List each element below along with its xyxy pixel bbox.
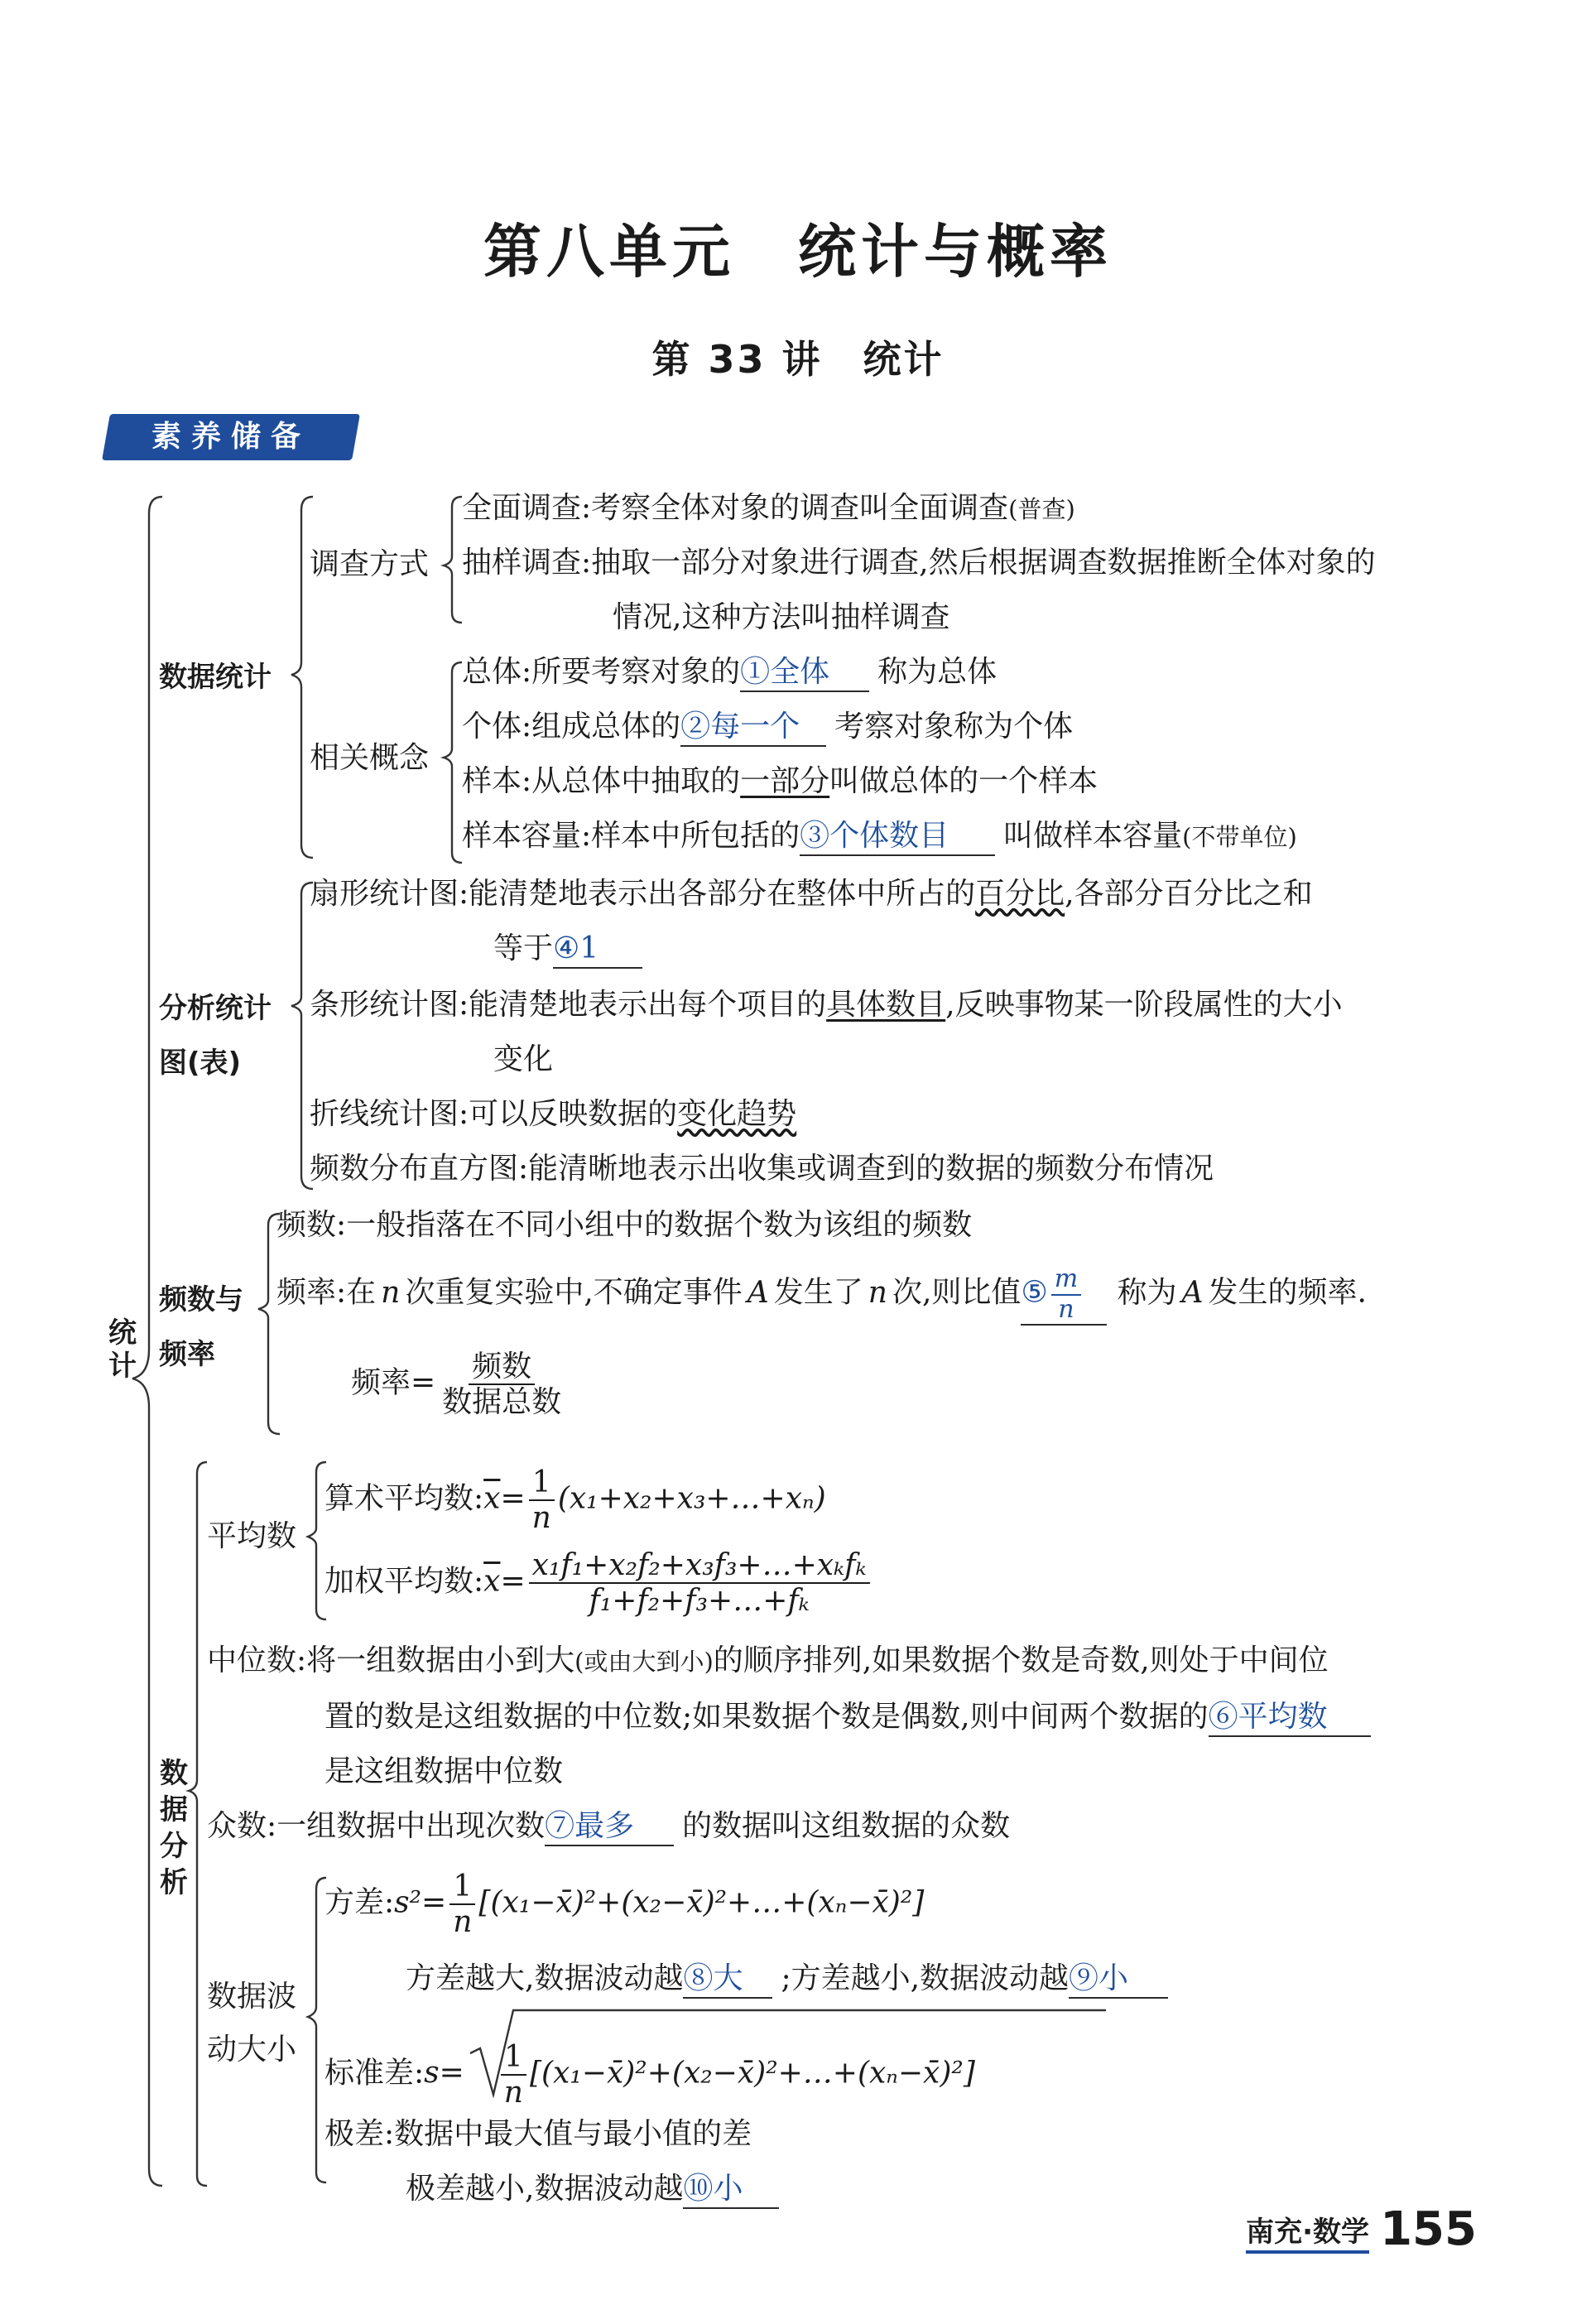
variance-num: 1 bbox=[449, 1870, 475, 1905]
arith-mean-label: 算术平均数: bbox=[324, 1481, 484, 1516]
pie-chart-text: 扇形统计图:能清楚地表示出各部分在整体中所占的 bbox=[310, 877, 976, 911]
answer-9: ⑨小 bbox=[1069, 1961, 1168, 1999]
population-line bbox=[462, 654, 997, 692]
frequency-rate-text-5: 称为 bbox=[1117, 1275, 1177, 1310]
answer-7: ⑦最多 bbox=[545, 1808, 674, 1846]
lecture-title: 第 33 讲 统计 bbox=[651, 337, 945, 382]
var-a-2: A bbox=[1181, 1275, 1204, 1310]
frequency-rate-line bbox=[276, 1265, 1367, 1326]
frequency-formula bbox=[351, 1350, 568, 1420]
histogram-line: 频数分布直方图:能清晰地表示出收集或调查到的数据的频数分布情况 bbox=[310, 1152, 1214, 1186]
sample-line bbox=[462, 763, 1098, 800]
mode-tail: 的数据叫这组数据的众数 bbox=[682, 1809, 1011, 1843]
sec3-label-2: 频率 bbox=[159, 1338, 215, 1371]
pie-chart-line bbox=[310, 876, 1313, 912]
frequency-rate-text-3: 发生了 bbox=[773, 1275, 863, 1310]
variance-den: n bbox=[453, 1905, 473, 1940]
g2-label: 相关概念 bbox=[310, 741, 430, 775]
bar-chart-underlined: 具体数目 bbox=[826, 988, 946, 1022]
answer-5-fraction bbox=[1051, 1265, 1081, 1324]
frequency-rate-tail: 发生的频率. bbox=[1208, 1275, 1367, 1310]
median-line-2 bbox=[324, 1699, 1371, 1737]
arith-mean-line bbox=[324, 1465, 826, 1536]
disp-label-2: 动大小 bbox=[207, 2033, 297, 2067]
weighted-mean-den: f₁+f₂+f₃+…+fₖ bbox=[589, 1584, 810, 1619]
mode-line bbox=[207, 1808, 1010, 1846]
median-text-1b: 的顺序排列,如果数据个数是奇数,则处于中间位 bbox=[713, 1643, 1329, 1677]
range-desc-text: 极差越小,数据波动越 bbox=[406, 2172, 684, 2206]
sec2-label-2: 图(表) bbox=[159, 1047, 242, 1080]
weighted-mean-xbar: $\overline{x}$ bbox=[483, 1564, 501, 1599]
median-line-3: 是这组数据中位数 bbox=[324, 1754, 564, 1788]
frequency-count-line: 频数:一般指落在不同小组中的数据个数为该组的频数 bbox=[276, 1208, 973, 1242]
answer-4: ④1 bbox=[553, 931, 642, 969]
variance-desc-text-2: ;方差越小,数据波动越 bbox=[781, 1961, 1070, 1995]
answer-2: ②每一个 bbox=[680, 709, 826, 747]
answer-5 bbox=[1021, 1265, 1107, 1326]
variance-fraction bbox=[449, 1870, 475, 1940]
arith-mean-num: 1 bbox=[529, 1465, 555, 1501]
survey-sample-line: 抽样调查:抽取一部分对象进行调查,然后根据调查数据推断全体对象的 bbox=[462, 546, 1376, 580]
bar-chart-line-2: 变化 bbox=[493, 1042, 554, 1076]
answer-1: ①全体 bbox=[740, 654, 869, 692]
variance-desc-text: 方差越大,数据波动越 bbox=[406, 1961, 684, 1995]
pie-chart-line-2 bbox=[493, 931, 642, 969]
median-note: (或由大到小) bbox=[574, 1648, 714, 1676]
std-lhs: s= bbox=[424, 2056, 464, 2091]
std-line bbox=[324, 2040, 975, 2110]
weighted-mean-fraction bbox=[529, 1548, 870, 1619]
sec2-brace bbox=[291, 883, 313, 1189]
sample-text: 样本:从总体中抽取的 bbox=[462, 764, 741, 798]
answer-5-den: n bbox=[1058, 1294, 1074, 1324]
weighted-mean-line bbox=[324, 1548, 873, 1619]
frequency-rate-text: 频率:在 bbox=[276, 1275, 377, 1310]
mean-brace bbox=[308, 1462, 326, 1619]
weighted-mean-num: x₁f₁+x₂f₂+x₃f₃+…+xₖfₖ bbox=[529, 1548, 870, 1584]
individual-line bbox=[462, 709, 1073, 747]
sec3-label-1: 频数与 bbox=[159, 1283, 243, 1316]
survey-full-text: 全面调查:考察全体对象的调查叫全面调查 bbox=[462, 491, 1009, 525]
pie-chart-text-2: 等于 bbox=[493, 931, 554, 965]
line-chart-line bbox=[310, 1096, 796, 1133]
weighted-mean-label: 加权平均数: bbox=[324, 1564, 484, 1599]
pie-chart-tail: ,各部分百分比之和 bbox=[1065, 877, 1313, 911]
var-a: A bbox=[747, 1275, 769, 1310]
arith-mean-eq: = bbox=[500, 1481, 526, 1516]
sample-size-line bbox=[462, 818, 1297, 856]
std-fraction bbox=[501, 2040, 526, 2110]
unit-title: 第八单元 统计与概率 bbox=[483, 218, 1113, 286]
disp-label-1: 数据波 bbox=[207, 1980, 297, 2014]
individual-tail: 考察对象称为个体 bbox=[834, 710, 1074, 743]
arith-mean-den: n bbox=[531, 1501, 551, 1536]
sec2-label-1: 分析统计 bbox=[159, 992, 272, 1025]
var-n: n bbox=[381, 1275, 401, 1310]
line-chart-underlined: 变化趋势 bbox=[677, 1097, 797, 1131]
disp-brace bbox=[308, 1878, 326, 2182]
bar-chart-line bbox=[310, 987, 1343, 1023]
answer-5-num: m bbox=[1051, 1265, 1081, 1296]
bar-chart-text: 条形统计图:能清楚地表示出每个项目的 bbox=[310, 988, 827, 1022]
g1-brace bbox=[444, 497, 462, 623]
arith-mean-body: (x₁+x₂+x₃+…+xₙ) bbox=[557, 1481, 826, 1516]
g2-brace bbox=[444, 662, 462, 863]
std-label: 标准差: bbox=[324, 2056, 425, 2091]
sample-underlined: 一部分 bbox=[740, 764, 830, 798]
sec4-label bbox=[156, 1755, 192, 1901]
survey-full-note: (普查) bbox=[1008, 495, 1075, 523]
median-line-1 bbox=[207, 1643, 1329, 1680]
answer-8: ⑧大 bbox=[683, 1961, 772, 1999]
answer-6: ⑥平均数 bbox=[1209, 1699, 1371, 1737]
variance-body: [(x₁−x̄)²+(x₂−x̄)²+…+(xₙ−x̄)²] bbox=[478, 1885, 925, 1920]
footer-label: 南充·数学 bbox=[1246, 2216, 1369, 2254]
sec4-label-char-3: 分 bbox=[160, 1830, 188, 1863]
weighted-mean-eq: = bbox=[500, 1564, 526, 1599]
answer-3: ③个体数目 bbox=[800, 818, 995, 856]
answer-10: ⑩小 bbox=[683, 2171, 779, 2209]
sample-size-text: 样本容量:样本中所包括的 bbox=[462, 819, 800, 853]
bar-chart-tail: ,反映事物某一阶段属性的大小 bbox=[945, 988, 1343, 1022]
g1-label: 调查方式 bbox=[310, 547, 430, 581]
individual-text: 个体:组成总体的 bbox=[462, 710, 681, 743]
page-footer bbox=[1246, 2202, 1477, 2256]
range-desc-line bbox=[406, 2171, 779, 2209]
pie-chart-underlined: 百分比 bbox=[975, 877, 1065, 911]
mean-label: 平均数 bbox=[207, 1519, 297, 1553]
sample-size-tail: 叫做样本容量 bbox=[1003, 819, 1183, 853]
survey-sample-line-2: 情况,这种方法叫抽样调查 bbox=[613, 600, 950, 634]
sample-tail: 叫做总体的一个样本 bbox=[829, 764, 1098, 798]
section-banner-label: 素养储备 bbox=[151, 420, 310, 454]
population-tail: 称为总体 bbox=[877, 655, 997, 689]
sample-size-note: (不带单位) bbox=[1182, 823, 1297, 851]
frequency-formula-lhs: 频率= bbox=[351, 1365, 436, 1400]
median-text-1: 中位数:将一组数据由小到大 bbox=[207, 1643, 575, 1677]
median-text-2: 置的数是这组数据的中位数;如果数据个数是偶数,则中间两个数据的 bbox=[324, 1700, 1209, 1734]
sec4-label-char-1: 数 bbox=[160, 1757, 188, 1790]
frequency-formula-fraction bbox=[439, 1350, 565, 1420]
sec4-label-char-4: 析 bbox=[160, 1866, 188, 1899]
survey-full-line bbox=[462, 490, 1075, 527]
page-number: 155 bbox=[1380, 2202, 1477, 2256]
frequency-rate-text-4: 次,则比值 bbox=[892, 1275, 1022, 1310]
frequency-formula-num: 频数 bbox=[469, 1350, 535, 1385]
line-chart-text: 折线统计图:可以反映数据的 bbox=[310, 1097, 678, 1131]
sec4-label-char-2: 据 bbox=[160, 1793, 188, 1826]
std-body: [(x₁−x̄)²+(x₂−x̄)²+…+(xₙ−x̄)²] bbox=[529, 2056, 975, 2091]
answer-5-mark: ⑤ bbox=[1021, 1275, 1048, 1310]
arith-mean-xbar: $\overline{x}$ bbox=[483, 1481, 501, 1516]
population-text: 总体:所要考察对象的 bbox=[462, 655, 741, 689]
variance-lhs: s²= bbox=[394, 1885, 447, 1920]
range-line: 极差:数据中最大值与最小值的差 bbox=[324, 2117, 752, 2151]
variance-line bbox=[324, 1870, 924, 1940]
root-label: 统计 bbox=[108, 1316, 137, 1383]
std-den: n bbox=[503, 2076, 523, 2110]
variance-label: 方差: bbox=[324, 1885, 395, 1920]
arith-mean-fraction bbox=[529, 1465, 555, 1536]
mode-text: 众数:一组数据中出现次数 bbox=[207, 1809, 546, 1843]
frequency-rate-text-2: 次重复实验中,不确定事件 bbox=[405, 1275, 743, 1310]
var-n-2: n bbox=[868, 1275, 887, 1310]
sec1-label: 数据统计 bbox=[159, 661, 272, 694]
variance-desc-line bbox=[406, 1961, 1168, 1999]
std-num: 1 bbox=[501, 2040, 526, 2076]
frequency-formula-den: 数据总数 bbox=[442, 1385, 562, 1420]
